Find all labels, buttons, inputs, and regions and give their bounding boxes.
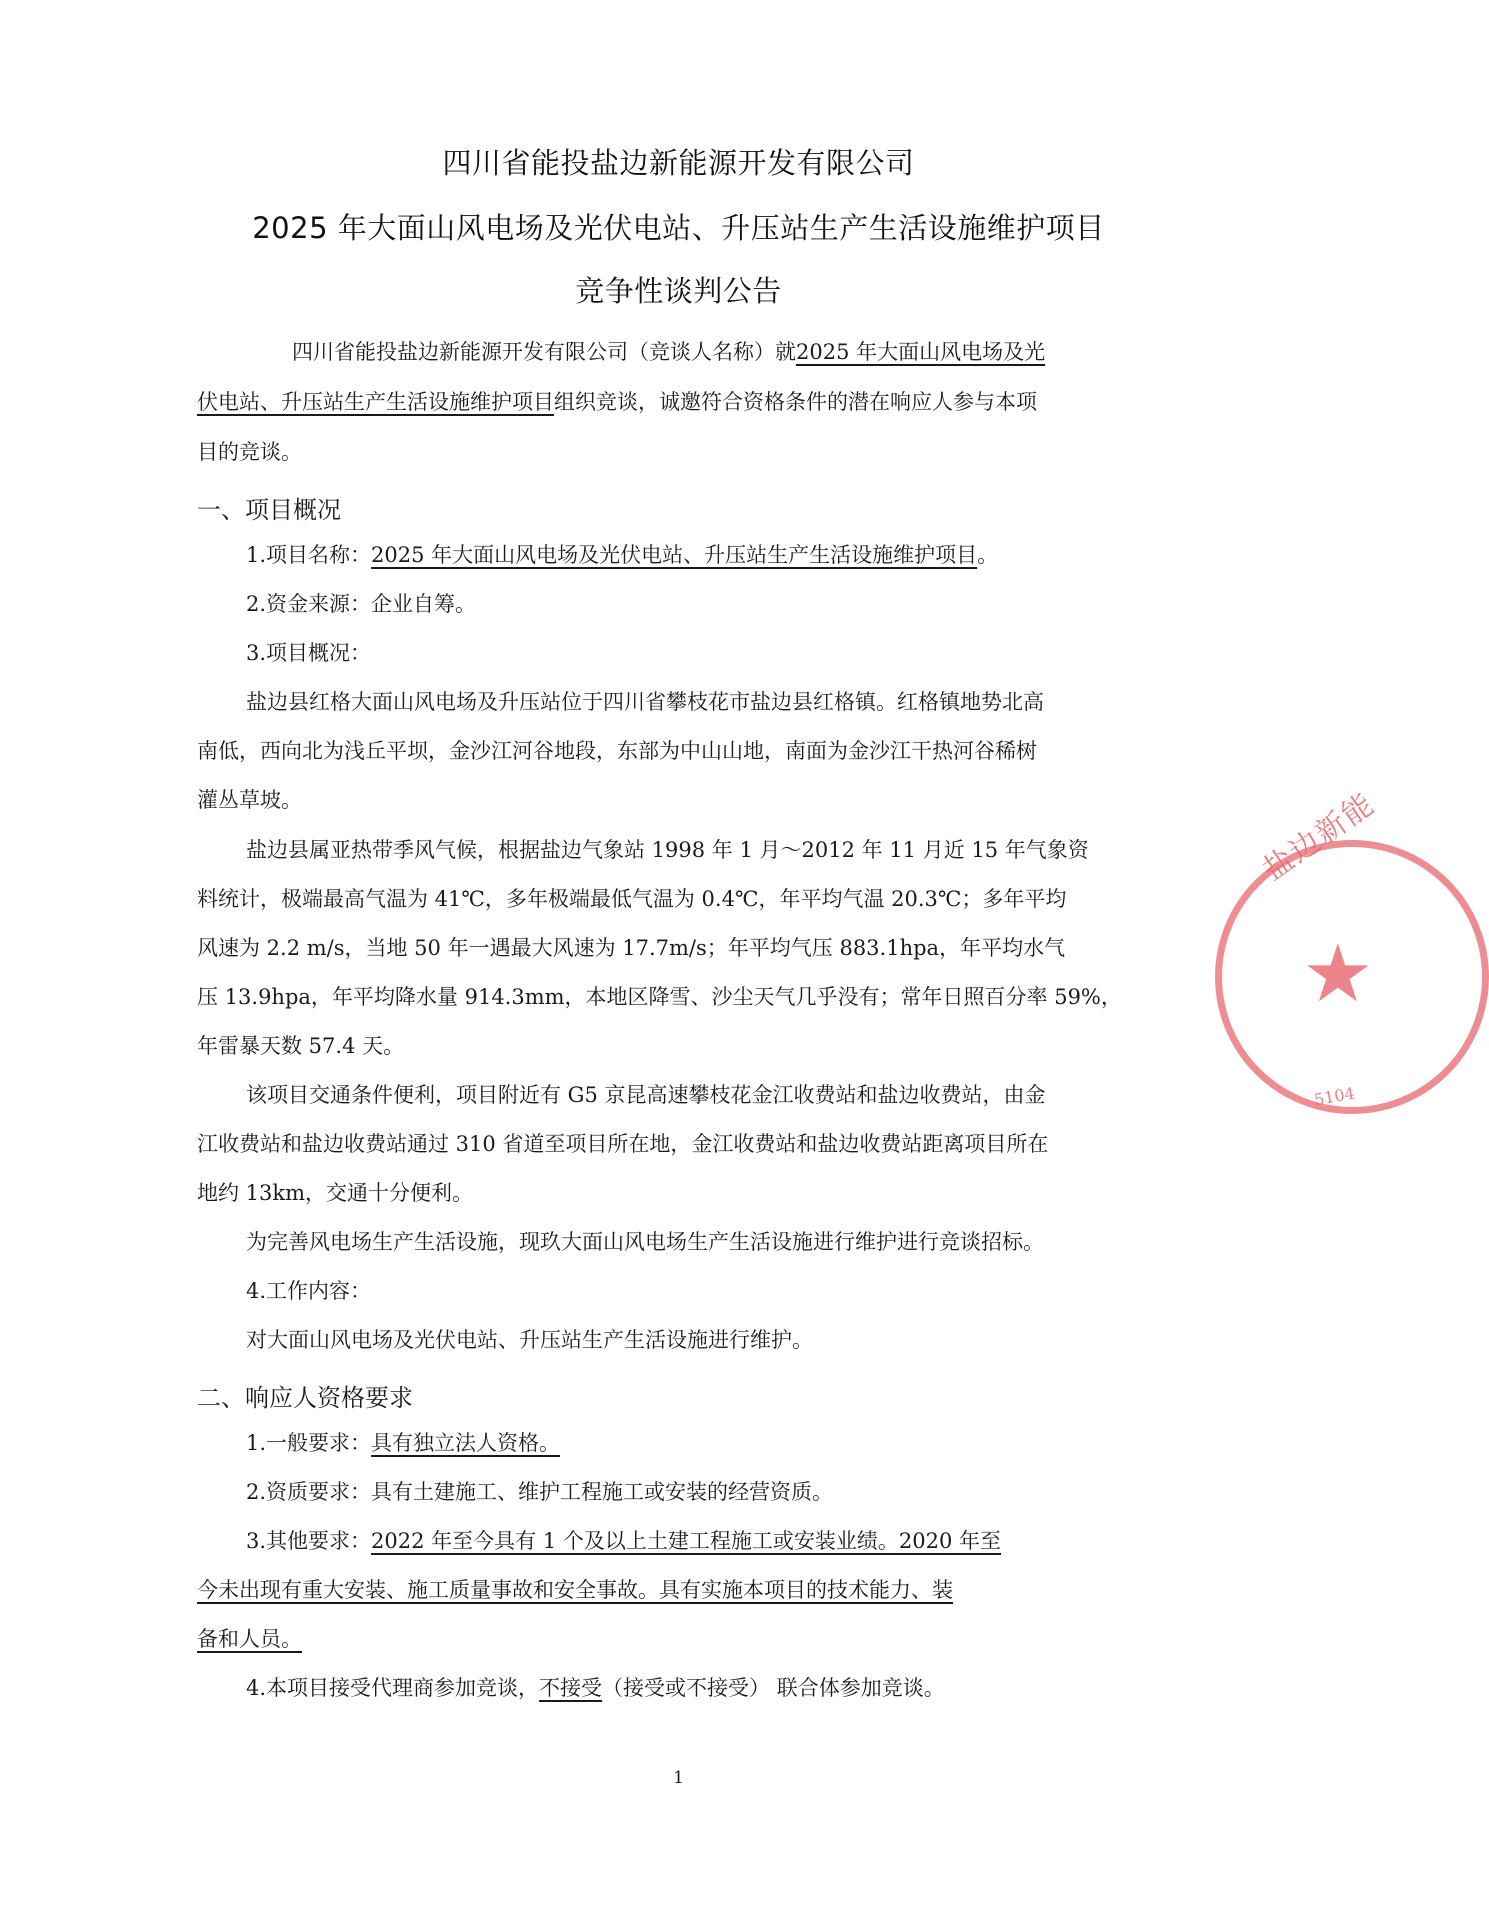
req-qualification: 2.资质要求：具有土建施工、维护工程施工或安装的经营资质。 (246, 1480, 834, 1504)
seal-text: 盐边新能 (1256, 786, 1382, 889)
item-end: 。 (977, 543, 999, 567)
intro-project-name-cont: 伏电站、升压站生产生活设施维护项目 (197, 390, 554, 414)
overview-p1-l3: 灌丛草坡。 (197, 788, 302, 812)
req-value: 具有独立法人资格。 (371, 1431, 561, 1455)
intro-line-3: 目的竞谈。 (197, 440, 302, 464)
page-number: 1 (673, 1768, 684, 1788)
item-funding: 2.资金来源：企业自筹。 (246, 592, 477, 616)
intro-text-cont: 组织竞谈，诚邀符合资格条件的潜在响应人参与本项 (554, 390, 1037, 414)
req-other-l3 (197, 1627, 302, 1652)
overview-p2-l3: 风速为 2.2 m/s，当地 50 年一遇最大风速为 17.7m/s；年平均气压 883.1hpa，年平均水气 (197, 936, 1066, 960)
star-icon: ★ (1302, 927, 1374, 1020)
announcement-title: 竞争性谈判公告 (575, 274, 782, 308)
overview-p2-l4: 压 13.9hpa，年平均降水量 914.3mm，本地区降雪、沙尘天气几乎没有；常年日照百分率 59%， (197, 985, 1122, 1009)
req-general (246, 1431, 560, 1456)
seal-code: 5104 (1312, 1083, 1357, 1110)
work-content-text: 对大面山风电场及光伏电站、升压站生产生活设施进行维护。 (246, 1328, 813, 1352)
intro-line-2 (197, 390, 1037, 415)
company-title: 四川省能投盐边新能源开发有限公司 (442, 146, 915, 180)
overview-p1-l2: 南低，西向北为浅丘平坝，金沙江河谷地段，东部为中山山地，南面为金沙江干热河谷稀树 (197, 739, 1037, 763)
req-label: 1.一般要求： (246, 1431, 372, 1455)
section-1-heading: 一、项目概况 (197, 496, 341, 524)
req-value: 今未出现有重大安装、施工质量事故和安全事故。具有实施本项目的技术能力、装 (197, 1578, 953, 1602)
item-project-name (246, 543, 998, 568)
req-value: 备和人员。 (197, 1627, 302, 1651)
item-label: 1.项目名称： (246, 543, 372, 567)
req-text: 4.本项目接受代理商参加竞谈， (246, 1676, 540, 1700)
overview-p3-l2: 江收费站和盐边收费站通过 310 省道至项目所在地，金江收费站和盐边收费站距离项目所在 (197, 1132, 1049, 1156)
overview-p3-l3: 地约 13km，交通十分便利。 (197, 1181, 474, 1205)
overview-p2-l5: 年雷暴天数 57.4 天。 (197, 1034, 405, 1058)
req-label: 3.其他要求： (246, 1529, 372, 1553)
overview-p3-l1: 该项目交通条件便利，项目附近有 G5 京昆高速攀枝花金江收费站和盐边收费站，由金 (246, 1083, 1046, 1107)
item-overview: 3.项目概况： (246, 641, 372, 665)
req-value: 2022 年至今具有 1 个及以上土建工程施工或安装业绩。2020 年至 (371, 1529, 1001, 1553)
req-consortium (246, 1676, 945, 1701)
item-work-content: 4.工作内容： (246, 1279, 372, 1303)
req-other-l2 (197, 1578, 953, 1603)
overview-p4: 为完善风电场生产生活设施，现玖大面山风电场生产生活设施进行维护进行竞谈招标。 (246, 1230, 1044, 1254)
req-choice: 不接受 (539, 1676, 603, 1700)
intro-text: 四川省能投盐边新能源开发有限公司（竞谈人名称）就 (292, 340, 796, 364)
req-other-l1 (246, 1529, 1001, 1554)
overview-p1-l1: 盐边县红格大面山风电场及升压站位于四川省攀枝花市盐边县红格镇。红格镇地势北高 (246, 690, 1044, 714)
overview-p2-l1: 盐边县属亚热带季风气候，根据盐边气象站 1998 年 1 月～2012 年 11 月近 15 年气象资 (246, 838, 1089, 862)
intro-line-1 (292, 340, 1045, 365)
intro-project-name: 2025 年大面山风电场及光 (796, 340, 1046, 364)
project-title: 2025 年大面山风电场及光伏电站、升压站生产生活设施维护项目 (252, 211, 1105, 245)
overview-p2-l2: 料统计，极端最高气温为 41℃，多年极端最低气温为 0.4℃，年平均气温 20.3℃；多年平均 (197, 887, 1067, 911)
company-seal (1215, 786, 1489, 1114)
req-text-end: （接受或不接受） 联合体参加竞谈。 (602, 1676, 945, 1700)
item-value: 2025 年大面山风电场及光伏电站、升压站生产生活设施维护项目 (371, 543, 978, 567)
section-2-heading: 二、响应人资格要求 (197, 1384, 413, 1412)
